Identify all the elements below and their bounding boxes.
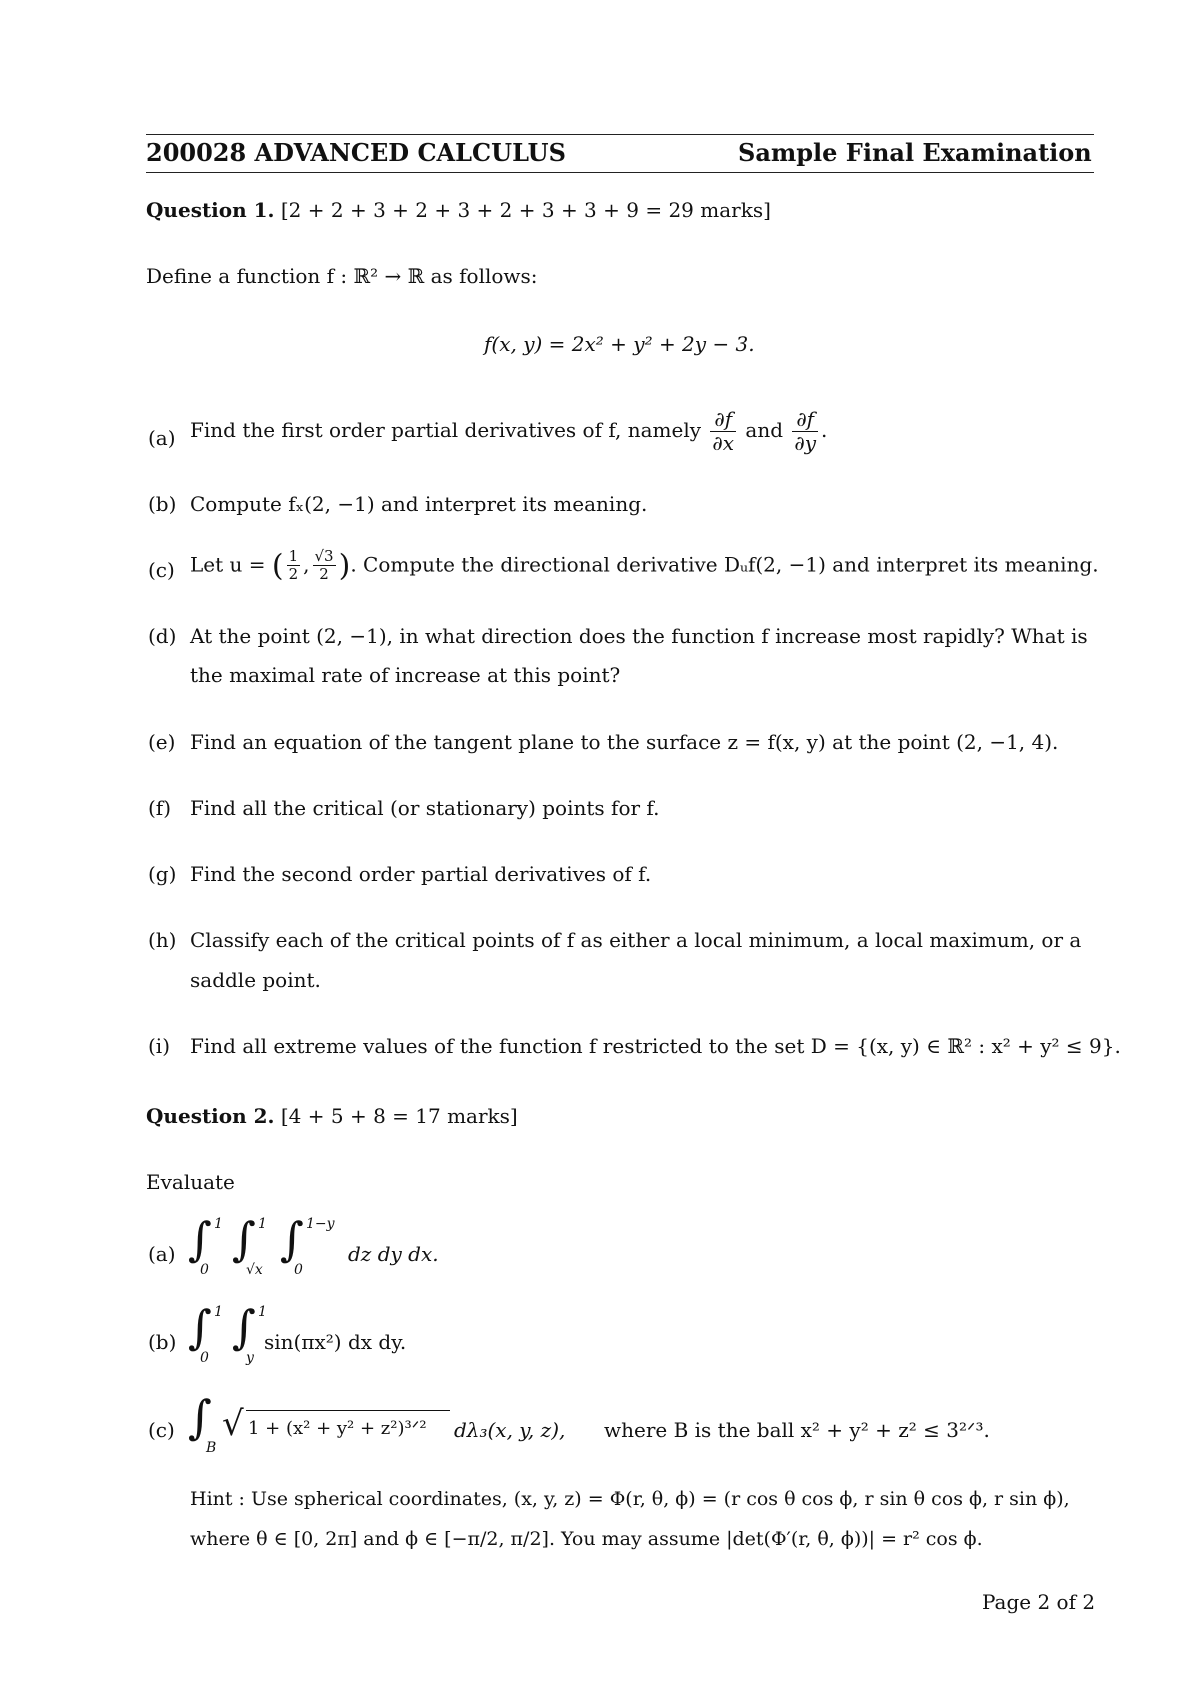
q1-heading [146, 198, 771, 222]
q2-hint-line1: Hint : Use spherical coordinates, (x, y, z) = Φ(r, θ, ϕ) = (r cos θ cos ϕ, r sin θ cos ϕ, r sin ϕ), [190, 1488, 1070, 1510]
course-title: 200028 ADVANCED CALCULUS [146, 138, 566, 167]
integral-sign-3: ∫ [280, 1212, 304, 1266]
exam-title: Sample Final Examination [738, 138, 1092, 167]
q1i-label: (i) [148, 1034, 171, 1058]
q1e-text: Find an equation of the tangent plane to the surface z = f(x, y) at the point (2, −1, 4). [190, 730, 1059, 754]
q2b-integrand: sin(πx²) dx dy. [264, 1330, 407, 1354]
q2-title: Question 2. [146, 1104, 275, 1128]
q1b-label: (b) [148, 492, 177, 516]
q2-heading [146, 1104, 518, 1128]
integral-sign-5: ∫ [232, 1300, 256, 1354]
q1c-frac-2-den: 2 [319, 565, 329, 584]
q1-intro: Define a function f : ℝ² → ℝ as follows: [146, 264, 538, 288]
page-number: Page 2 of 2 [982, 1590, 1096, 1614]
header-top-rule [146, 134, 1094, 135]
q2b-label: (b) [148, 1330, 177, 1354]
q1a-and: and [745, 418, 784, 442]
q1a-prompt: Find the first order partial derivatives of f, namely [190, 418, 702, 442]
header-bottom-rule [146, 172, 1094, 173]
q1f-text: Find all the critical (or stationary) points for f. [190, 796, 660, 820]
integral-sign-1: ∫ [188, 1212, 212, 1266]
q1d-label: (d) [148, 624, 177, 648]
q1c-frac-1-den: 2 [288, 565, 299, 584]
q1c-frac-1-num: 1 [288, 547, 299, 565]
q1d-line1: At the point (2, −1), in what direction does the function f increase most rapidly? What is [190, 624, 1088, 648]
q2b-upper-1: 1 [214, 1304, 223, 1320]
integral-sign-4: ∫ [188, 1300, 212, 1354]
q1c-post: . Compute the directional derivative Dᵤf(2, −1) and interpret its meaning. [350, 552, 1099, 577]
q1a-label: (a) [148, 426, 176, 450]
sqrt-sign: √ [222, 1404, 244, 1444]
q1-function: f(x, y) = 2x² + y² + 2y − 3. [484, 332, 755, 356]
q2-intro: Evaluate [146, 1170, 235, 1194]
partial-y-num: ∂f [792, 408, 818, 432]
partial-y-fraction [792, 408, 818, 455]
q1h-label: (h) [148, 928, 177, 952]
q1h-line2: saddle point. [190, 968, 321, 992]
q1g-text: Find the second order partial derivatives of f. [190, 862, 652, 886]
q2a-integrand: dz dy dx. [348, 1242, 439, 1266]
q2-marks: [4 + 5 + 8 = 17 marks] [280, 1104, 518, 1128]
q2a-lower-1: 0 [200, 1262, 209, 1278]
partial-x-den: ∂x [712, 431, 735, 455]
q1c-frac-2-num: √3 [314, 547, 334, 565]
q2b-lower-2: y [246, 1350, 254, 1366]
q2c-label: (c) [148, 1418, 175, 1442]
q2a-lower-3: 0 [294, 1262, 303, 1278]
q1e-label: (e) [148, 730, 176, 754]
partial-y-den: ∂y [794, 431, 817, 455]
sqrt-bar [246, 1410, 450, 1411]
q2a-upper-3: 1−y [306, 1216, 335, 1232]
q1g-label: (g) [148, 862, 177, 886]
q1d-line2: the maximal rate of increase at this point? [190, 663, 621, 687]
q1c-frac-1 [287, 548, 301, 584]
q1c-text: Let u = ( $\frac{1}{2}$ , $\frac{√3}{2}$ ). Compute the directional derivative Dᵤf(2, −1) and interpret its meaning. [190, 547, 1099, 584]
q2c-where: where B is the ball x² + y² + z² ≤ 3²ᐟ³. [604, 1418, 990, 1442]
integral-sign-6: ∫ [188, 1390, 212, 1444]
q2a-upper-2: 1 [258, 1216, 267, 1232]
integral-sign-2: ∫ [232, 1212, 256, 1266]
q2b-lower-1: 0 [200, 1350, 209, 1366]
q1-title: Question 1. [146, 198, 275, 222]
q2c-measure: dλ₃(x, y, z), [454, 1418, 566, 1442]
q1i-text: Find all extreme values of the function f restricted to the set D = {(x, y) ∈ ℝ² : x² + y² ≤ 9}. [190, 1034, 1121, 1058]
q1h-line1: Classify each of the critical points of f as either a local minimum, a local maximum, or a [190, 928, 1082, 952]
q2b-upper-2: 1 [258, 1304, 267, 1320]
q2-hint-line2: where θ ∈ [0, 2π] and ϕ ∈ [−π/2, π/2]. You may assume |det(Φ′(r, θ, ϕ))| = r² cos ϕ. [190, 1528, 983, 1550]
q2c-radicand: 1 + (x² + y² + z²)³ᐟ² [248, 1418, 427, 1439]
q1c-label: (c) [148, 558, 175, 582]
q1a-text: Find the first order partial derivatives of f, namely $\frac{\partial f}{\partial x}$ and $\frac{\partial f}{\partial y}$ . [190, 407, 828, 455]
q2a-lower-2: √x [246, 1262, 263, 1278]
q1f-label: (f) [148, 796, 172, 820]
q1b-text: Compute fₓ(2, −1) and interpret its meaning. [190, 492, 648, 516]
partial-x-fraction [710, 408, 736, 455]
q2c-domain: B [206, 1440, 217, 1456]
q1c-frac-2 [313, 548, 336, 584]
q1-marks: [2 + 2 + 3 + 2 + 3 + 2 + 3 + 3 + 9 = 29 marks] [280, 198, 771, 222]
partial-x-num: ∂f [710, 408, 736, 432]
q1c-pre: Let u = [190, 552, 266, 577]
q2a-label: (a) [148, 1242, 176, 1266]
q2a-upper-1: 1 [214, 1216, 223, 1232]
